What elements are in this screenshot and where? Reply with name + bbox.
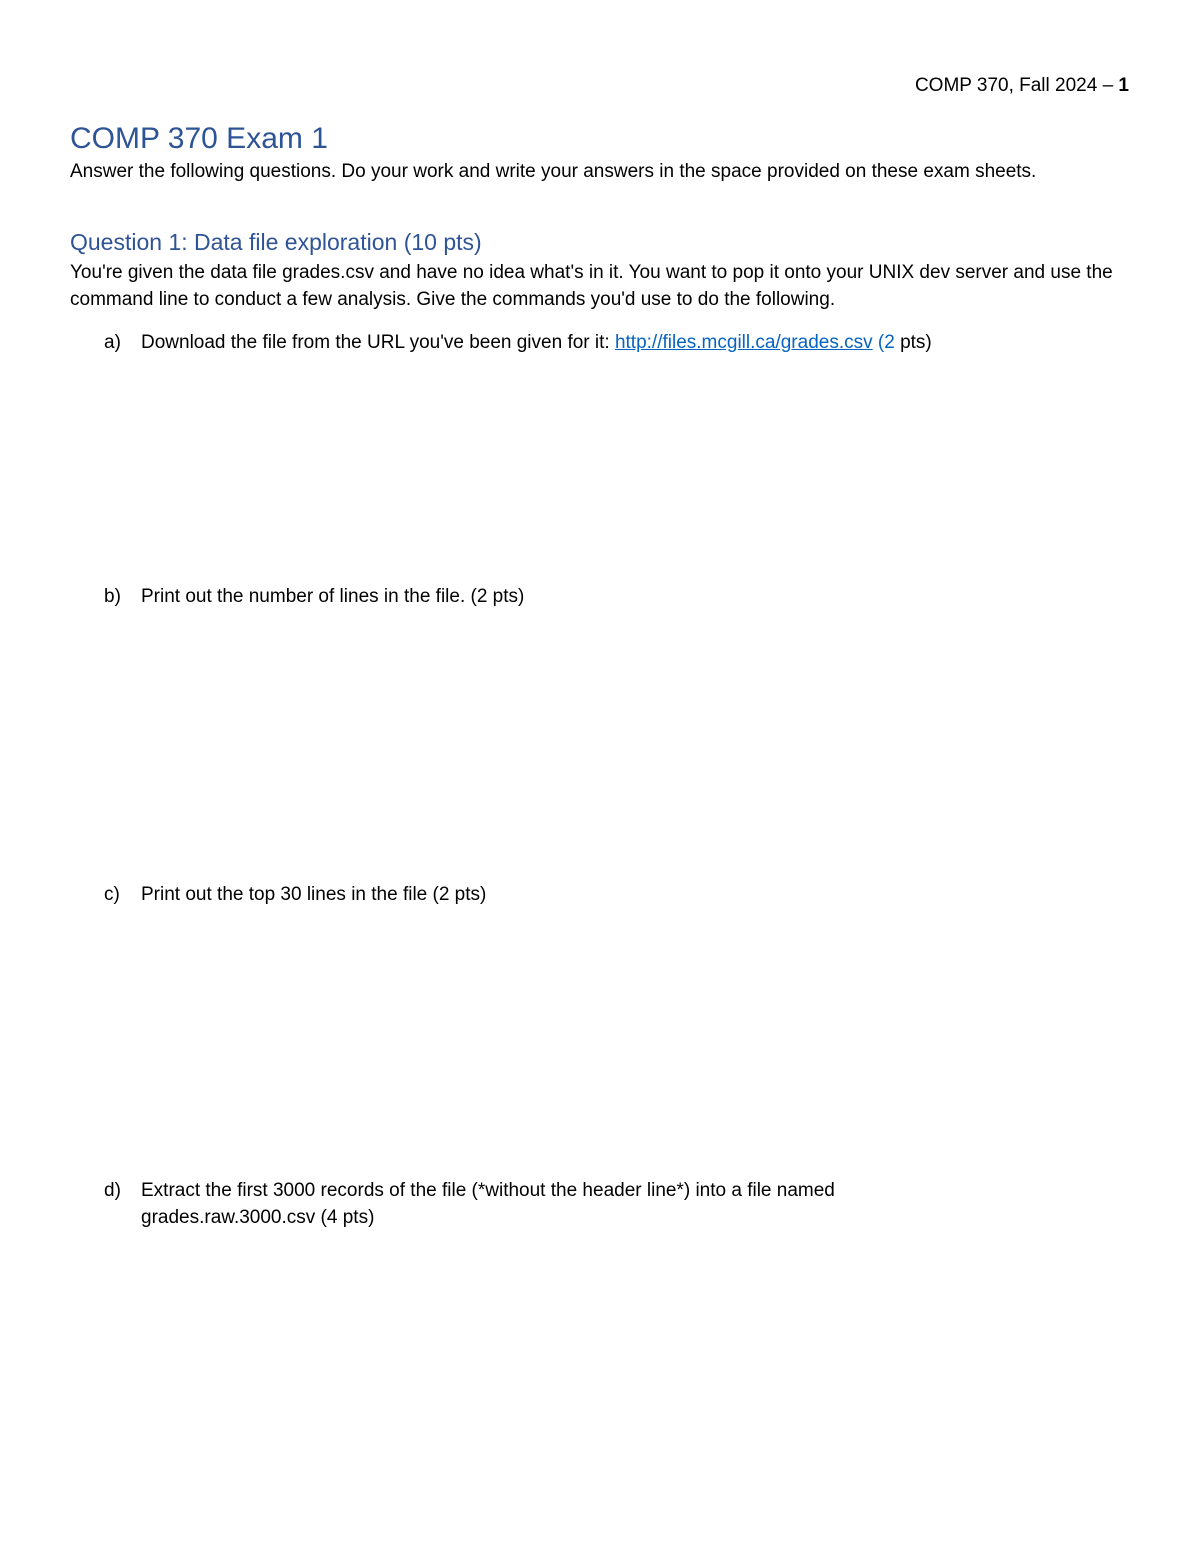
sub-question-c (104, 881, 1004, 908)
page-header (915, 74, 1129, 98)
sub-question-a-text (141, 329, 1004, 356)
question-1-intro: You're given the data file grades.csv and have no idea what's in it. You want to pop it onto your UNIX dev server and use the command line to conduct a few analysis. Give the commands you'd use to do the following. (70, 262, 1113, 310)
exam-title: COMP 370 Exam 1 (70, 122, 328, 155)
sub-question-a-prompt: Download the file from the URL you've been given for it: (141, 332, 615, 353)
sub-question-d (104, 1177, 1004, 1231)
sub-question-a-points-open: (2 (872, 332, 895, 353)
sub-question-c-text: Print out the top 30 lines in the file (2 pts) (141, 884, 487, 905)
sub-question-b-text: Print out the number of lines in the file. (2 pts) (141, 586, 525, 607)
sub-question-d-text: Extract the first 3000 records of the file (*without the header line*) into a file named grades.raw.3000.csv (4 pts) (141, 1180, 835, 1228)
exam-instructions: Answer the following questions. Do your work and write your answers in the space provided on these exam sheets. (70, 161, 1037, 182)
page-number: 1 (1118, 75, 1129, 96)
question-1-heading: Question 1: Data file exploration (10 pts) (70, 229, 482, 255)
sub-question-c-marker: c) (104, 884, 120, 905)
sub-question-b (104, 583, 1004, 610)
sub-question-b-marker: b) (104, 586, 121, 607)
sub-question-a-marker: a) (104, 332, 121, 353)
grades-csv-link[interactable]: http://files.mcgill.ca/grades.csv (614, 332, 873, 353)
sub-question-a (104, 329, 1004, 356)
sub-question-a-points-close: pts) (894, 332, 932, 353)
course-term: COMP 370, Fall 2024 – (914, 75, 1119, 96)
sub-question-d-marker: d) (104, 1180, 121, 1201)
